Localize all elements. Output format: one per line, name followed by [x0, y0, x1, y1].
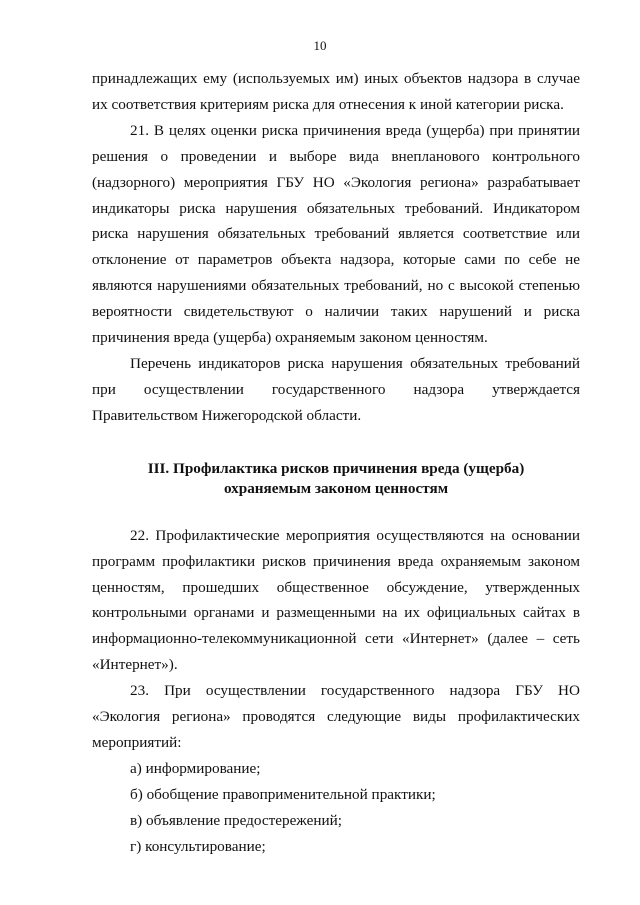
- list-item: б) обобщение правоприменительной практики;: [130, 785, 436, 803]
- paragraph-23: 23. При осуществлении государственного надзора ГБУ НО «Экология региона» проводятся следующие виды профилактических мероприятий:: [92, 682, 580, 751]
- section-heading: [92, 455, 580, 505]
- paragraph-22: 22. Профилактические мероприятия осуществляются на основании программ профилактики рисков причинения вреда охраняемым законом ценностям, прошедших общественное обсуждение, утвержденных контрольными органами и размещенными на их официальных сайтах в информационно-телекоммуникационной сети «Интернет» (далее – сеть «Интернет»).: [92, 526, 580, 674]
- paragraph-indicators-list: Перечень индикаторов риска нарушения обязательных требований при осуществлении государственного надзора утверждается Правительством Нижегородской области.: [92, 354, 580, 424]
- paragraph-21: 21. В целях оценки риска причинения вреда (ущерба) при принятии решения о проведении и выборе вида внепланового контрольного (надзорного) мероприятия ГБУ НО «Экология региона» разрабатывает индикаторы риска нарушения обязательных требований. Индикатором риска нарушения обязательных требований является соответствие или отклонение от параметров объекта надзора, которые сами по себе не являются нарушениями обязательных требований, но с высокой степенью вероятности свидетельствуют о наличии таких нарушений и риска причинения вреда (ущерба) охраняемым законом ценностям.: [92, 121, 580, 347]
- list-item: г) консультирование;: [130, 837, 266, 855]
- paragraph-continuation: принадлежащих ему (используемых им) иных объектов надзора в случае их соответствия критериям риска для отнесения к иной категории риска.: [92, 70, 580, 113]
- page-number: 10: [313, 38, 327, 53]
- list-item: а) информирование;: [130, 759, 261, 777]
- spacer: [92, 429, 580, 455]
- document-body: [92, 66, 580, 859]
- section-heading-line-2: охраняемым законом ценностям: [223, 479, 449, 497]
- section-heading-line-1: III. Профилактика рисков причинения вреда (ущерба): [147, 459, 525, 477]
- list-item: в) объявление предостережений;: [130, 811, 342, 829]
- spacer: [92, 505, 580, 523]
